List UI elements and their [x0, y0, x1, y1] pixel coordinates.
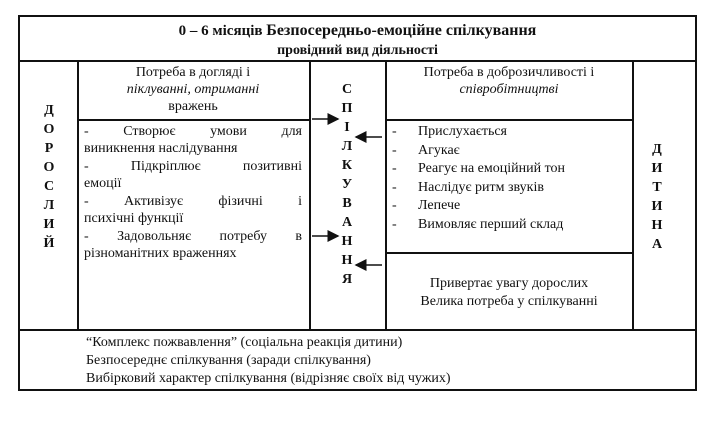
child-item-text: Вимовляє перший склад: [418, 216, 564, 232]
communication-vertical-label: [334, 80, 360, 289]
footer-line: Вибірковий характер спілкування (відрізняє своїх від чужих): [86, 371, 451, 386]
child-summary-line2: Велика потреба у спілкуванні: [420, 294, 598, 309]
header-title: [18, 22, 697, 40]
child-item-text: Лепече: [418, 198, 461, 213]
communication-letter: Н: [341, 234, 353, 249]
child-item-text: Наслідує ритм звуків: [418, 179, 544, 195]
adult-item-list: [84, 123, 302, 262]
child-vertical-label: [644, 140, 670, 254]
child-item-text: Прислухається: [418, 124, 507, 139]
adult-item: [84, 193, 302, 227]
adult-item: [84, 158, 302, 192]
adult-item-line2: психічні функції: [84, 211, 184, 226]
child-letter: А: [651, 237, 663, 252]
adult-need-line3: вражень: [168, 99, 218, 114]
communication-letter: А: [341, 215, 353, 230]
communication-letter: Н: [341, 253, 353, 268]
adult-box-right: [309, 60, 311, 330]
header-title-age: 0 – 6 місяців: [178, 23, 263, 39]
header-divider: [18, 60, 697, 62]
adult-letter: О: [43, 122, 55, 137]
header-subtitle: провідний вид діяльності: [277, 43, 438, 58]
adult-item-line2: виникнення наслідування: [84, 141, 238, 156]
header-title-main: Безпосередньо-емоційне спілкування: [266, 22, 537, 39]
child-item: - Вимовляє перший склад: [392, 216, 564, 232]
adult-vertical-label: [36, 101, 62, 253]
adult-letter: Й: [43, 236, 55, 251]
child-letter: Д: [652, 142, 662, 157]
footer-divider: [18, 329, 697, 331]
adult-need-line2: піклуванні, отриманні: [126, 82, 260, 97]
communication-letter: У: [341, 177, 353, 192]
adult-item-line2: емоції: [84, 176, 122, 191]
adult-item-line1: - Активізує фізичні і: [84, 194, 302, 209]
child-summary-line1: Привертає увагу дорослих: [429, 276, 589, 291]
adult-need-divider: [77, 119, 310, 121]
adult-need-line1: Потреба в догляді і: [135, 65, 251, 80]
adult-item: [84, 123, 302, 157]
child-need-divider: [385, 119, 633, 121]
child-box-left: [385, 60, 387, 330]
child-need-line2: співробітництві: [459, 82, 559, 97]
adult-item-line2: різноманітних враженнях: [84, 246, 237, 261]
adult-letter: Л: [43, 198, 55, 213]
child-letter: И: [651, 161, 663, 176]
footer-line: “Комплекс пожвавлення” (соціальна реакція дитини): [86, 335, 403, 350]
adult-item: [84, 228, 302, 262]
child-item: - Реагує на емоційний тон: [392, 161, 566, 176]
communication-letter: В: [342, 196, 352, 211]
child-item: - Лепече: [392, 198, 461, 213]
adult-letter: О: [43, 160, 55, 175]
adult-item-line1: - Задовольняє потребу в: [84, 229, 302, 244]
communication-letter: С: [341, 82, 353, 97]
child-label-divider: [632, 60, 634, 330]
child-item: - Прислухається: [392, 124, 507, 139]
adult-letter: И: [43, 217, 55, 232]
communication-letter: Л: [341, 139, 353, 154]
child-summary-divider: [385, 252, 633, 254]
adult-letter: Р: [44, 141, 54, 156]
child-letter: Т: [652, 180, 662, 195]
communication-letter: К: [341, 158, 353, 173]
child-letter: Н: [651, 218, 663, 233]
communication-letter: П: [341, 101, 353, 116]
adult-label-divider: [77, 60, 79, 330]
adult-item-line1: - Підкріплює позитивні: [84, 159, 302, 174]
adult-letter: С: [43, 179, 55, 194]
child-item-text: Реагує на емоційний тон: [418, 161, 566, 176]
communication-letter: Я: [341, 272, 353, 287]
child-item: - Агукає: [392, 142, 460, 158]
child-need-line1: Потреба в доброзичливості і: [423, 65, 595, 80]
communication-letter: І: [344, 120, 350, 135]
child-letter: И: [651, 199, 663, 214]
footer-line: Безпосереднє спілкування (заради спілкування): [86, 353, 371, 368]
adult-letter: Д: [44, 103, 54, 118]
adult-item-line1: - Створює умови для: [84, 124, 302, 139]
child-item: - Наслідує ритм звуків: [392, 179, 544, 195]
child-item-text: Агукає: [418, 142, 460, 158]
child-item-list: [392, 123, 628, 234]
